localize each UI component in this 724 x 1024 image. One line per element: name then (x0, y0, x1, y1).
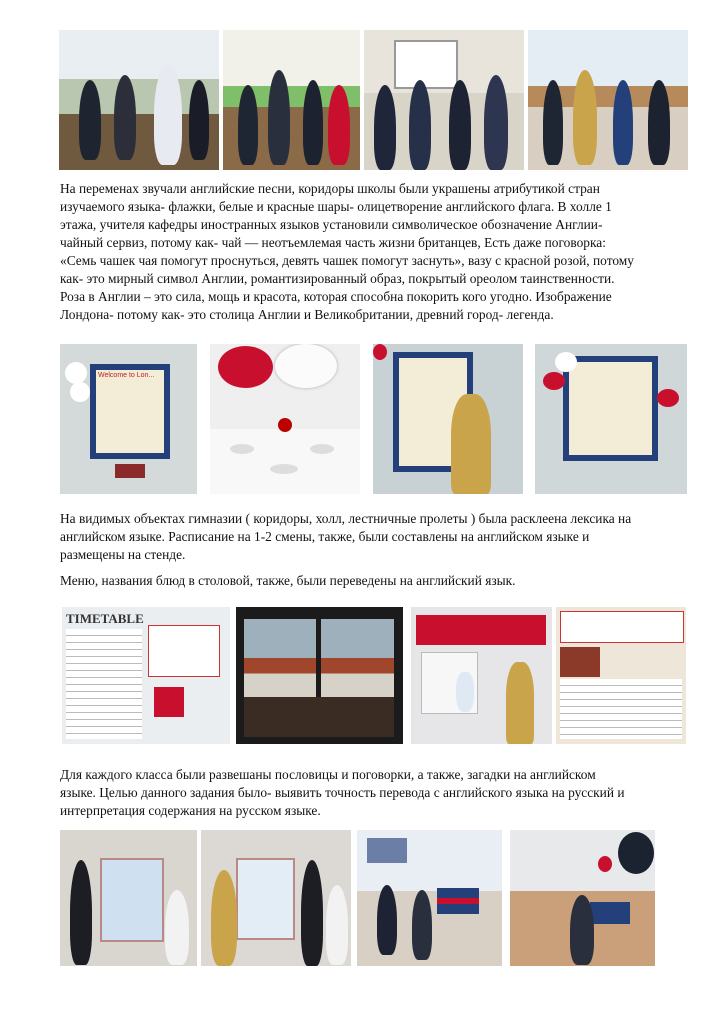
photo-window-view (236, 607, 403, 744)
photo-row-4 (0, 830, 724, 966)
photo-students-flags (357, 830, 502, 966)
photo-stand (556, 607, 686, 744)
photo-row-1 (0, 30, 724, 170)
photo-girl-gold-dress (373, 344, 523, 494)
welcome-sign: Welcome to Lon... (98, 372, 155, 379)
photo-classroom-poster-1 (60, 830, 197, 966)
photo-row-3 (0, 607, 724, 744)
photo-tea-table (210, 344, 360, 494)
photo-class-group-2 (223, 30, 360, 170)
paragraph-4: Для каждого класса были развешаны пословицы и поговорки, а также, загадки на английском языке. Целью данного задания было- выявить точность перевода с английского языка на русский и интерпретация содержания на русском языке. (60, 767, 625, 818)
photo-timetable (62, 607, 230, 744)
photo-class-group-1 (59, 30, 219, 170)
photo-canteen (411, 607, 552, 744)
paragraph-1: На переменах звучали английские песни, коридоры школы были украшены атрибутикой стран изучаемого языка- флажки, белые и красные шары- олицетворение английского флага. В холле 1 этажа, учителя кафедры иностранных языков установили символическое обозначение Англии- чайный сервиз, потому как- чай — неотъемлемая часть жизни британцев, Есть даже поговорка: «Семь чашек чая помогут проснуться, девять чашек помогут заснуть», вазу с красной розой, потому как- это мирный символ Англии, романтизированный образ, покрытый ореолом таинственности. Роза в Англии – это сила, мощь и красота, которая способна покорить кого угодно. Изображение Лондона- потому как- это столица Англии и Великобритании, древний город- легенда. (60, 181, 634, 322)
photo-classroom-poster-2 (201, 830, 351, 966)
paragraph-3: Меню, названия блюд в столовой, также, были переведены на английский язык. (60, 573, 516, 588)
photo-class-group-3 (364, 30, 524, 170)
timetable-title: TIMETABLE (66, 611, 144, 626)
photo-row-2 (0, 344, 724, 494)
photo-hall-board-1 (60, 344, 197, 494)
photo-class-group-4 (528, 30, 688, 170)
photo-students-balloons (510, 830, 655, 966)
paragraph-2: На видимых объектах гимназии ( коридоры, холл, лестничные пролеты ) была расклеена лексика на английском языке. Расписание на 1-2 смены, также, были составлены на английском языке и размещены на стенде. (60, 511, 632, 562)
photo-hall-board-2 (535, 344, 687, 494)
